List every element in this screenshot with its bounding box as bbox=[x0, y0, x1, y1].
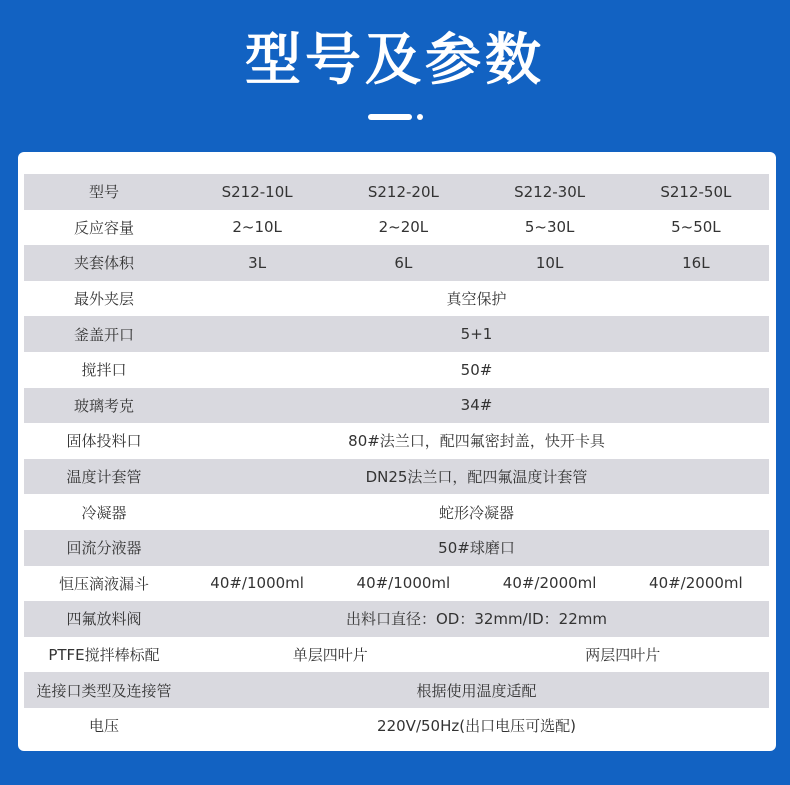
table-row bbox=[24, 174, 769, 210]
table-cell: 5~50L bbox=[671, 218, 721, 237]
table-cell: 2~10L bbox=[232, 218, 282, 237]
table-cell: 6L bbox=[330, 245, 476, 281]
spec-table bbox=[24, 174, 769, 744]
table-row bbox=[24, 708, 769, 744]
table-row bbox=[24, 530, 769, 566]
table-row bbox=[24, 459, 769, 495]
table-cell: S212-50L bbox=[623, 174, 769, 210]
table-cell: S212-30L bbox=[477, 174, 623, 210]
table-cell: 5~30L bbox=[524, 218, 575, 237]
table-cell: 40#/1000ml bbox=[356, 574, 451, 593]
table-cell: DN25法兰口，配四氟温度计套管 bbox=[184, 459, 769, 495]
table-cell: S212-10L bbox=[184, 174, 330, 210]
row-label: 冷凝器 bbox=[81, 503, 127, 522]
table-cell: 50#球磨口 bbox=[184, 530, 769, 566]
table-cell: 40#/2000ml bbox=[649, 574, 743, 593]
row-label: 型号 bbox=[24, 174, 184, 210]
row-label: PTFE搅拌棒标配 bbox=[48, 646, 160, 665]
row-label: 温度计套管 bbox=[24, 459, 184, 495]
table-cell: 5+1 bbox=[184, 316, 769, 352]
table-cell: 40#/2000ml bbox=[502, 574, 597, 593]
row-label: 四氟放料阀 bbox=[24, 601, 184, 637]
row-label: 反应容量 bbox=[73, 218, 134, 237]
table-row bbox=[24, 423, 769, 459]
table-cell: 3L bbox=[184, 245, 330, 281]
row-label: 夹套体积 bbox=[24, 245, 184, 281]
row-label: 玻璃考克 bbox=[24, 388, 184, 424]
table-cell: 真空保护 bbox=[446, 290, 507, 309]
row-label: 最外夹层 bbox=[73, 290, 134, 309]
table-cell: 蛇形冷凝器 bbox=[438, 503, 514, 522]
row-label: 固体投料口 bbox=[66, 432, 142, 451]
table-row bbox=[24, 494, 769, 530]
title-underline bbox=[368, 114, 412, 120]
table-row bbox=[24, 672, 769, 708]
row-label: 连接口类型及连接管 bbox=[24, 672, 184, 708]
title-underline-dot bbox=[417, 114, 423, 120]
table-cell: 单层四叶片 bbox=[292, 646, 368, 665]
row-label: 搅拌口 bbox=[81, 361, 127, 380]
row-label: 回流分液器 bbox=[24, 530, 184, 566]
table-cell: S212-20L bbox=[330, 174, 476, 210]
table-cell: 出料口直径：OD：32mm/ID：22mm bbox=[184, 601, 769, 637]
table-cell: 50# bbox=[460, 360, 493, 379]
table-row bbox=[24, 388, 769, 424]
table-row bbox=[24, 245, 769, 281]
table-row bbox=[24, 601, 769, 637]
table-row bbox=[24, 352, 769, 388]
table-row bbox=[24, 566, 769, 602]
page-title: 型号及参数 bbox=[245, 28, 545, 93]
row-label: 釜盖开口 bbox=[24, 316, 184, 352]
table-row bbox=[24, 210, 769, 246]
table-cell: 40#/1000ml bbox=[210, 574, 304, 593]
table-cell: 80#法兰口，配四氟密封盖，快开卡具 bbox=[348, 432, 605, 451]
table-cell: 10L bbox=[477, 245, 623, 281]
row-label: 恒压滴液漏斗 bbox=[58, 574, 149, 593]
table-cell: 根据使用温度适配 bbox=[184, 672, 769, 708]
table-row bbox=[24, 281, 769, 317]
spec-card bbox=[18, 152, 776, 751]
table-cell: 220V/50Hz(出口电压可选配) bbox=[377, 717, 576, 736]
table-row bbox=[24, 316, 769, 352]
table-cell: 2~20L bbox=[378, 218, 429, 237]
table-cell: 16L bbox=[623, 245, 769, 281]
table-row bbox=[24, 637, 769, 673]
table-cell: 34# bbox=[184, 388, 769, 424]
row-label: 电压 bbox=[88, 717, 119, 736]
table-cell: 两层四叶片 bbox=[585, 646, 661, 665]
